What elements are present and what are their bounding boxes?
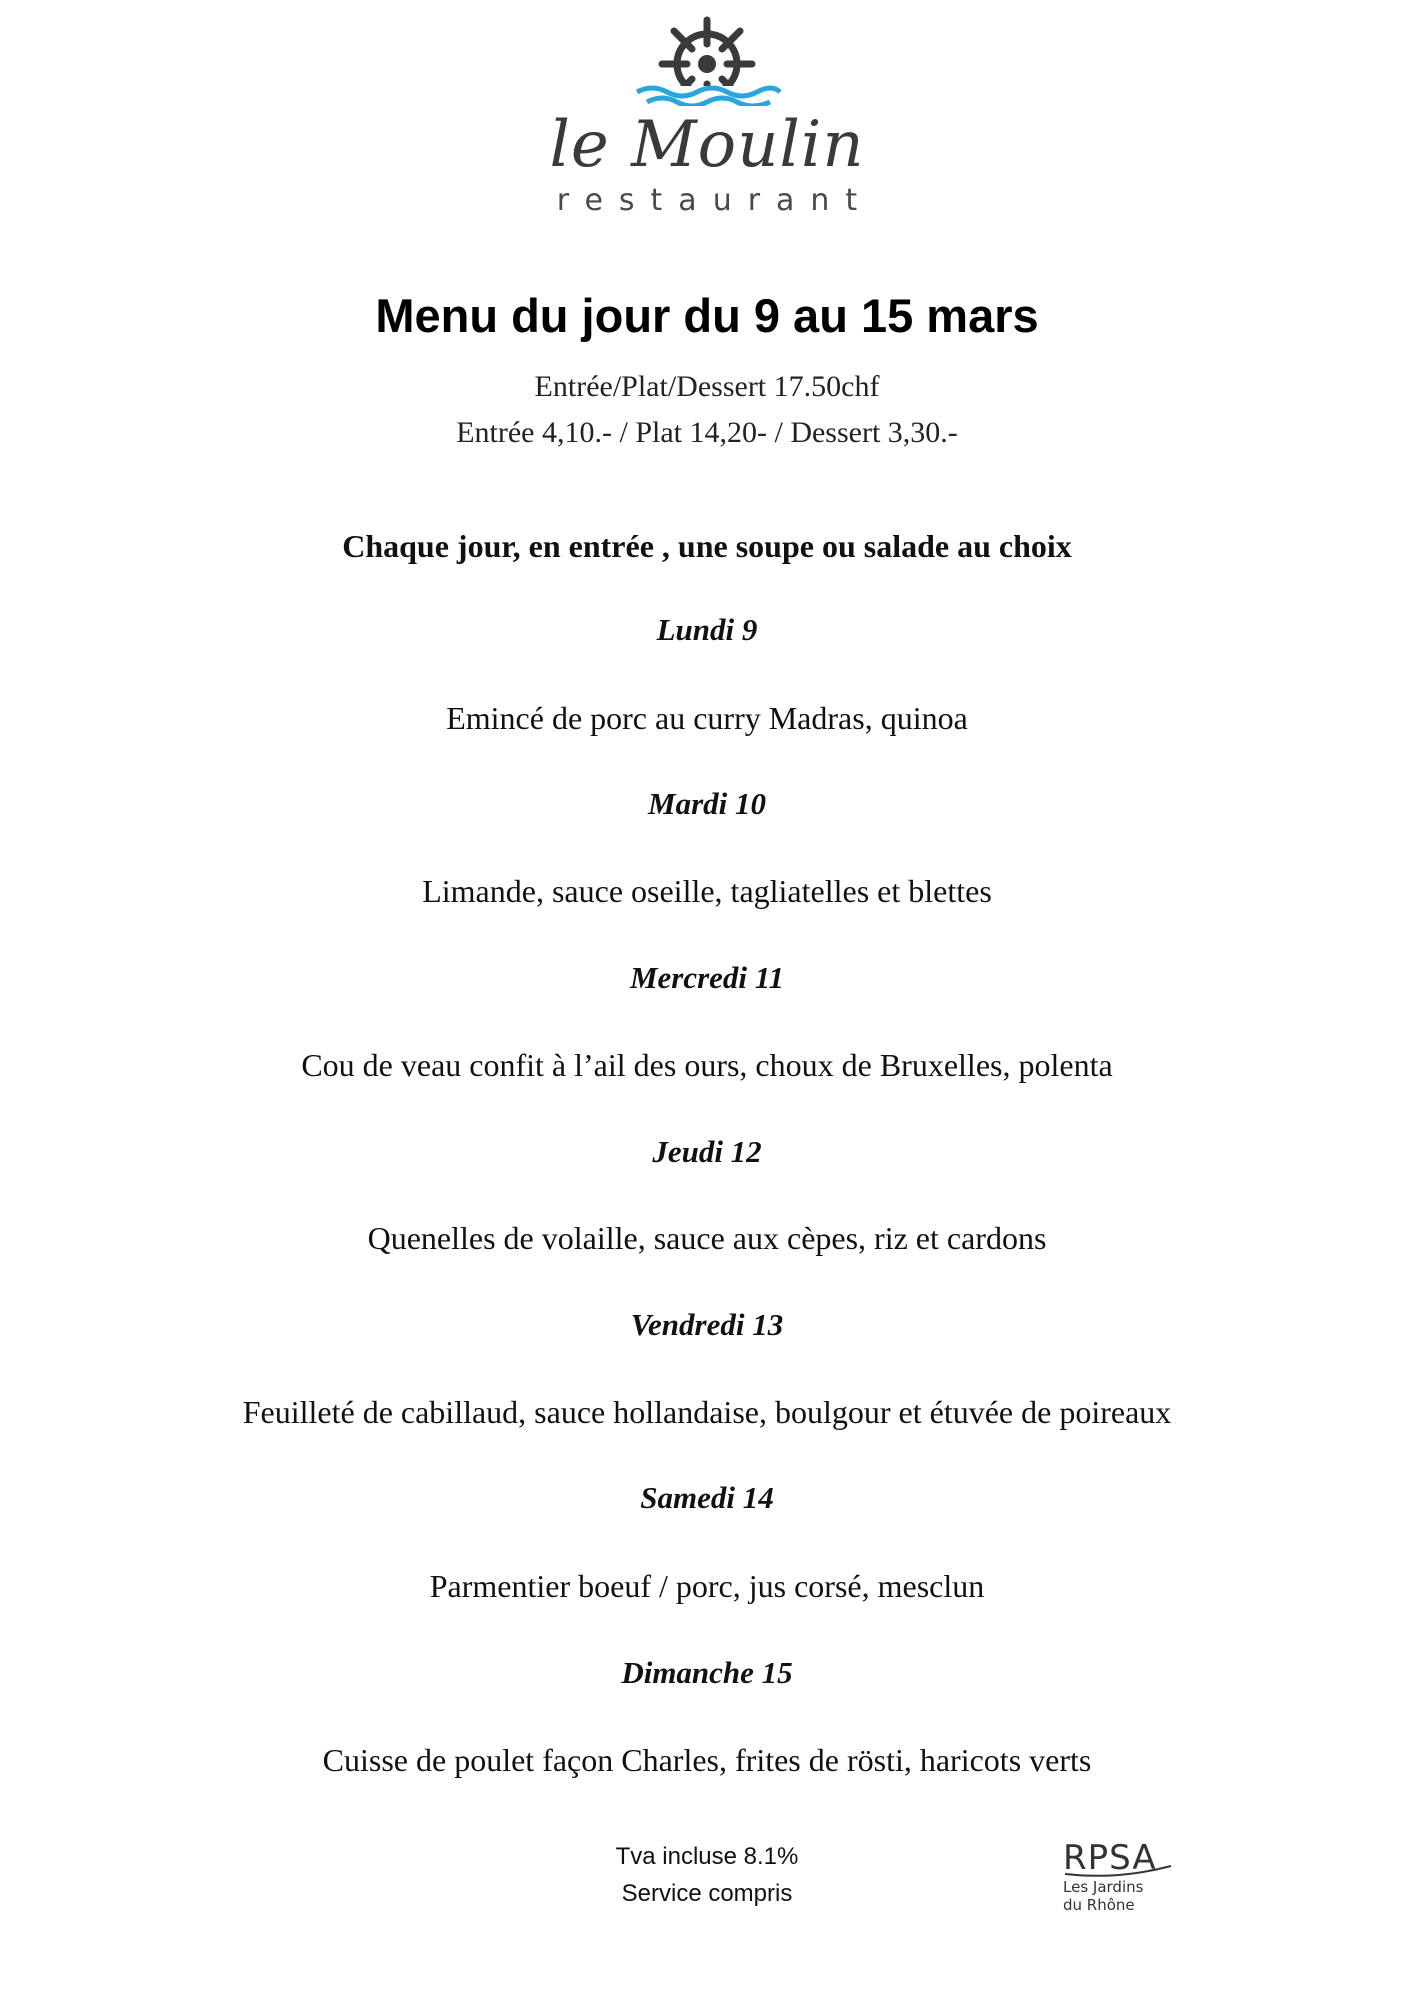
vat-note: Tva incluse 8.1% <box>615 1843 799 1870</box>
logo-wordmark: le Moulin <box>549 108 865 182</box>
partner-logo <box>1063 1838 1193 1914</box>
partner-mark: RPSA <box>1063 1838 1157 1878</box>
day-dish: Cuisse de poulet façon Charles, frites de rösti, haricots verts <box>322 1742 1092 1778</box>
logo-subtitle: restaurant <box>556 183 874 218</box>
day-heading: Mercredi 11 <box>629 960 785 995</box>
day-heading: Samedi 14 <box>640 1480 774 1515</box>
day-dish: Cou de veau confit à l’ail des ours, choux de Bruxelles, polenta <box>301 1047 1113 1083</box>
day-heading: Vendredi 13 <box>630 1307 784 1342</box>
day-dish: Quenelles de volaille, sauce aux cèpes, riz et cardons <box>367 1220 1047 1256</box>
day-dish: Limande, sauce oseille, tagliatelles et blettes <box>422 873 992 909</box>
day-heading: Lundi 9 <box>656 612 758 647</box>
partner-line2: du Rhône <box>1063 1896 1135 1914</box>
day-heading: Jeudi 12 <box>652 1134 762 1169</box>
day-dish: Parmentier boeuf / porc, jus corsé, mesclun <box>429 1568 985 1604</box>
day-heading: Dimanche 15 <box>621 1655 793 1690</box>
day-heading: Mardi 10 <box>648 786 766 821</box>
day-dish: Feuilleté de cabillaud, sauce hollandaise, boulgour et étuvée de poireaux <box>242 1394 1172 1430</box>
service-note: Service compris <box>621 1880 793 1907</box>
price-formula: Entrée/Plat/Dessert 17.50chf <box>534 370 880 403</box>
price-detail: Entrée 4,10.- / Plat 14,20- / Dessert 3,30.- <box>456 416 958 449</box>
menu-intro: Chaque jour, en entrée , une soupe ou salade au choix <box>342 528 1072 564</box>
day-dish: Emincé de porc au curry Madras, quinoa <box>446 700 968 736</box>
restaurant-logo <box>0 14 1414 106</box>
page-title: Menu du jour du 9 au 15 mars <box>375 289 1039 342</box>
ship-wheel-icon <box>632 14 782 106</box>
partner-line1: Les Jardins <box>1063 1878 1144 1896</box>
